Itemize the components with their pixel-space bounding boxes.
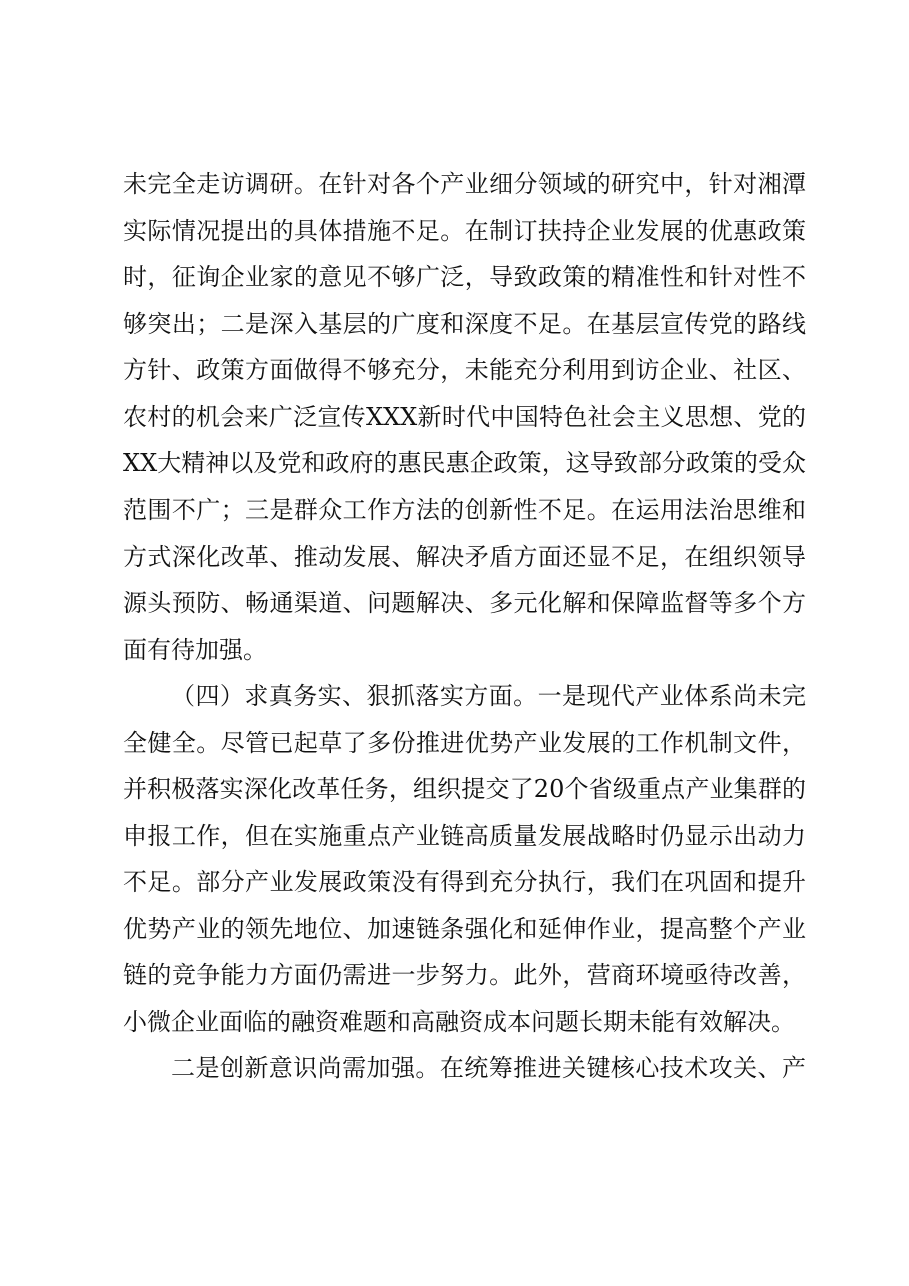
text-line: 时，征询企业家的意见不够广泛，导致政策的精准性和针对性不 <box>123 263 806 291</box>
text-line: 面有待加强。 <box>123 636 267 664</box>
text-line: 优势产业的领先地位、加速链条强化和延伸作业，提高整个产业 <box>123 915 806 943</box>
text-line: 小微企业面临的融资难题和高融资成本问题长期未能有效解决。 <box>123 1008 795 1036</box>
text-line: XX大精神以及党和政府的惠民惠企政策，这导致部分政策的受众 <box>123 449 806 477</box>
text-line: 并积极落实深化改革任务，组织提交了20个省级重点产业集群的 <box>123 775 806 803</box>
text-line: 农村的机会来广泛宣传XXX新时代中国特色社会主义思想、党的 <box>123 403 806 431</box>
text-line: 不足。部分产业发展政策没有得到充分执行，我们在巩固和提升 <box>123 868 806 896</box>
text-line: 全健全。尽管已起草了多份推进优势产业发展的工作机制文件， <box>123 729 806 757</box>
text-line: 链的竞争能力方面仍需进一步努力。此外，营商环境亟待改善， <box>123 961 806 989</box>
text-line: 方针、政策方面做得不够充分，未能充分利用到访企业、社区、 <box>123 356 806 384</box>
text-line: 够突出；二是深入基层的广度和深度不足。在基层宣传党的路线 <box>123 310 806 338</box>
text-line: 申报工作，但在实施重点产业链高质量发展战略时仍显示出动力 <box>123 822 806 850</box>
text-line: 实际情况提出的具体措施不足。在制订扶持企业发展的优惠政策 <box>123 217 806 245</box>
paragraph-start-line: 二是创新意识尚需加强。在统筹推进关键核心技术攻关、产 <box>171 1054 806 1082</box>
text-line: 方式深化改革、推动发展、解决矛盾方面还显不足，在组织领导 <box>123 543 806 571</box>
text-line: 未完全走访调研。在针对各个产业细分领域的研究中，针对湘潭 <box>123 170 806 198</box>
section-heading-line: （四）求真务实、狠抓落实方面。一是现代产业体系尚未完 <box>171 682 806 710</box>
text-line: 源头预防、畅通渠道、问题解决、多元化解和保障监督等多个方 <box>123 589 806 617</box>
text-line: 范围不广；三是群众工作方法的创新性不足。在运用法治思维和 <box>123 496 806 524</box>
